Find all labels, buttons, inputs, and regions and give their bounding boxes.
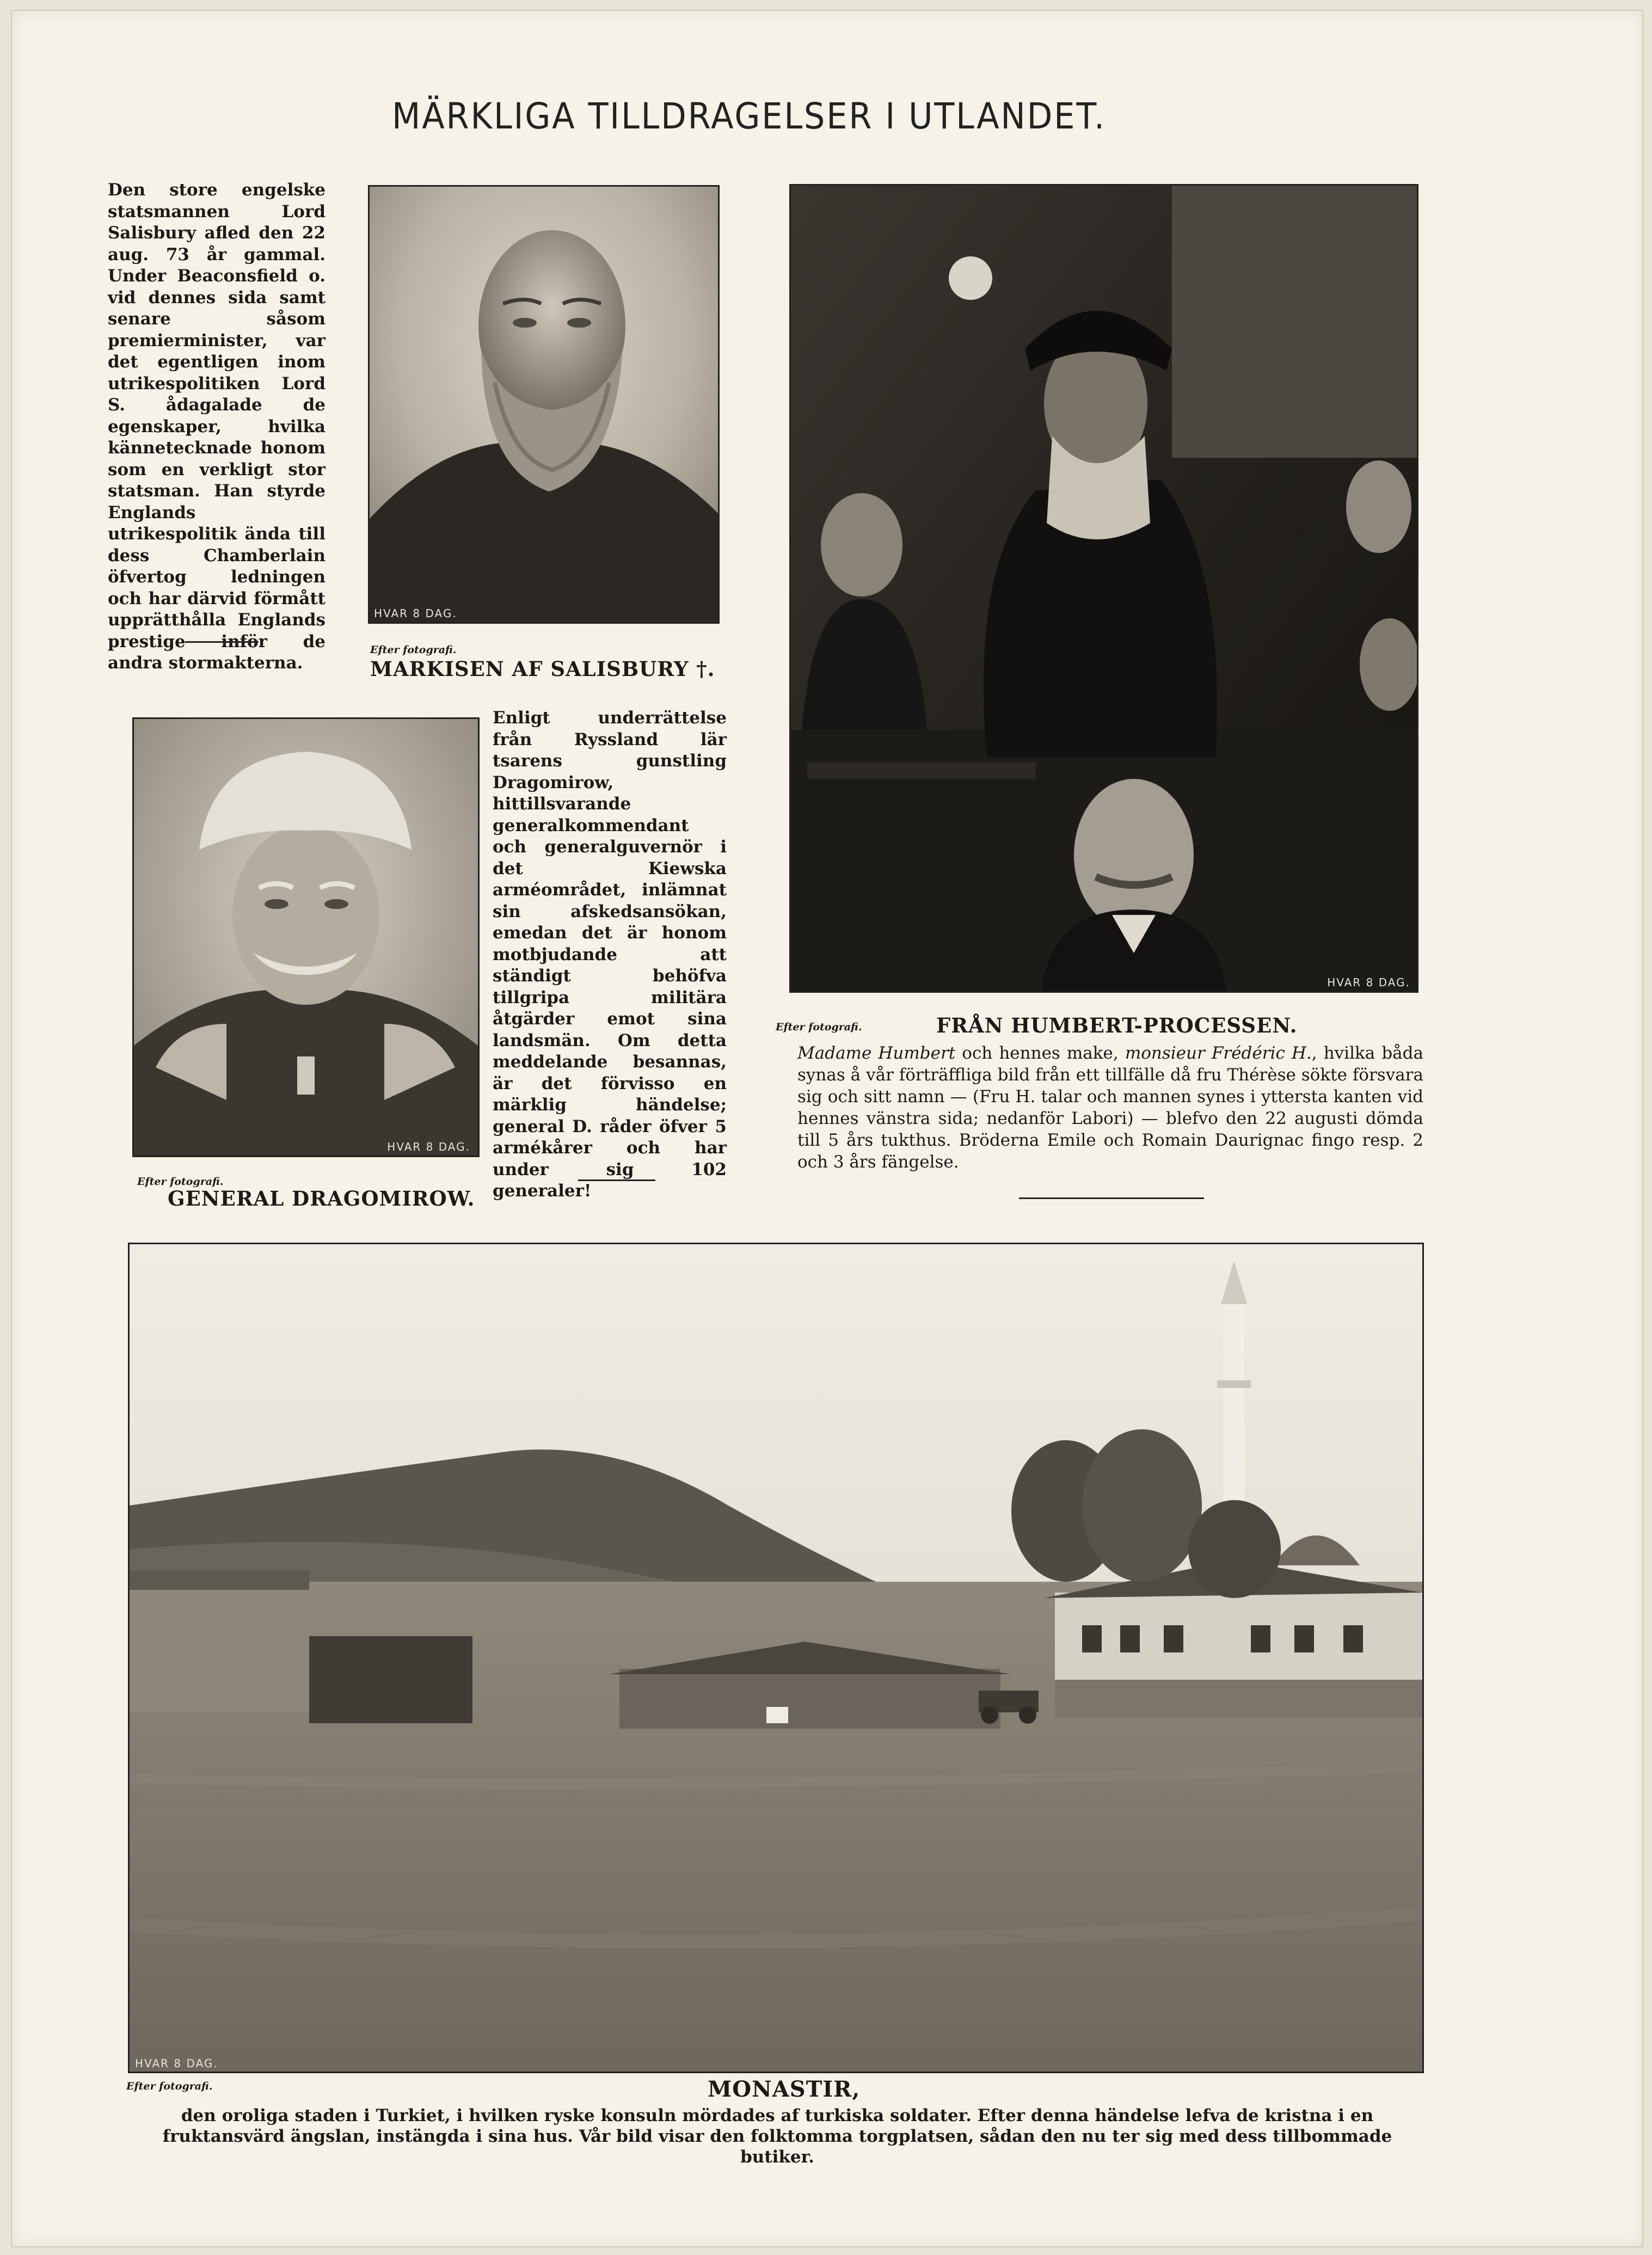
humbert-caption: FRÅN HUMBERT-PROCESSEN. xyxy=(936,1013,1298,1037)
photo-watermark: HVAR 8 DAG. xyxy=(135,2057,218,2070)
humbert-trial-photo xyxy=(789,184,1418,993)
monastir-photo-credit: Efter fotografi. xyxy=(126,2080,213,2092)
divider-rule xyxy=(185,641,259,643)
salisbury-portrait xyxy=(368,185,720,624)
photo-watermark: HVAR 8 DAG. xyxy=(1327,976,1410,989)
humbert-text-body: , hvilka båda synas å vår förträffliga bild från ett tillfälle då fru Thérèse sökte försvara sig och sitt namn — (Fru H. talar och mannen synes i yttersta kanten vid hennes vänstra sida; nedanför Labori) — blefvo den 22 augusti dömda till 5 års tukthus. Bröderna Emile och Romain Daurignac fingo resp. 2 och 3 års fängelse. xyxy=(797,1043,1423,1172)
monastir-photo xyxy=(128,1243,1424,2073)
monastir-caption: MONASTIR, xyxy=(708,2076,861,2102)
humbert-name-monsieur: monsieur Frédéric H. xyxy=(1125,1043,1312,1063)
monastir-article-text xyxy=(124,2105,1430,2167)
divider-rule xyxy=(578,1179,655,1181)
humbert-text-connector: och hennes make, xyxy=(955,1043,1125,1063)
dragomirow-caption: GENERAL DRAGOMIROW. xyxy=(168,1187,475,1211)
humbert-name-madame: Madame Humbert xyxy=(797,1043,956,1063)
dragomirow-portrait xyxy=(132,717,480,1157)
dragomirow-photo-credit: Efter fotografi. xyxy=(137,1176,224,1188)
humbert-photo-credit: Efter fotografi. xyxy=(776,1021,862,1033)
photo-watermark: HVAR 8 DAG. xyxy=(374,607,457,620)
photo-watermark: HVAR 8 DAG. xyxy=(387,1140,470,1153)
page-title: MÄRKLIGA TILLDRAGELSER I UTLANDET. xyxy=(392,95,1106,137)
salisbury-caption: MARKISEN AF SALISBURY †. xyxy=(370,657,715,681)
dragomirow-article-text: Enligt underrättelse från Ryssland lär tsarens gunstling Dragomirow, hittillsvarande generalkommendant och generalguvernör i det Kiewska arméområdet, inlämnat sin afskedsansökan, emedan det är honom motbjudande att ständigt behöfva tillgripa militära åtgärder emot sina landsmän. Om detta meddelande besannas, är det förvisso en märklig händelse; general D. råder öfver 5 armékårer och har under sig 102 generaler! xyxy=(493,708,727,1201)
salisbury-photo-credit: Efter fotografi. xyxy=(370,644,457,656)
monastir-text-body: den oroliga staden i Turkiet, i hvilken ryske konsuln mördades af turkiska soldater. Efter denna händelse lefva de kristna i en fruktansvärd ängslan, instängda i sina hus. Vår bild visar den folktomma torgplatsen, sådan den nu ter sig med dess tillbommade butiker. xyxy=(162,2106,1392,2167)
divider-rule xyxy=(1019,1197,1204,1199)
humbert-article-text xyxy=(797,1042,1423,1173)
salisbury-article-text: Den store engelske statsmannen Lord Salisbury afled den 22 aug. 73 år gammal. Under Beaconsfield o. vid dennes sida samt senare såsom premierminister, var det egentligen inom utrikespolitiken Lord S. ådagalade de egenskaper, hvilka kännetecknade honom som en verkligt stor statsman. Han styrde Englands utrikespolitik ända till dess Chamberlain öfvertog ledningen och har därvid förmått upprätthålla Englands prestige inför de andra stormakterna. xyxy=(108,180,326,673)
